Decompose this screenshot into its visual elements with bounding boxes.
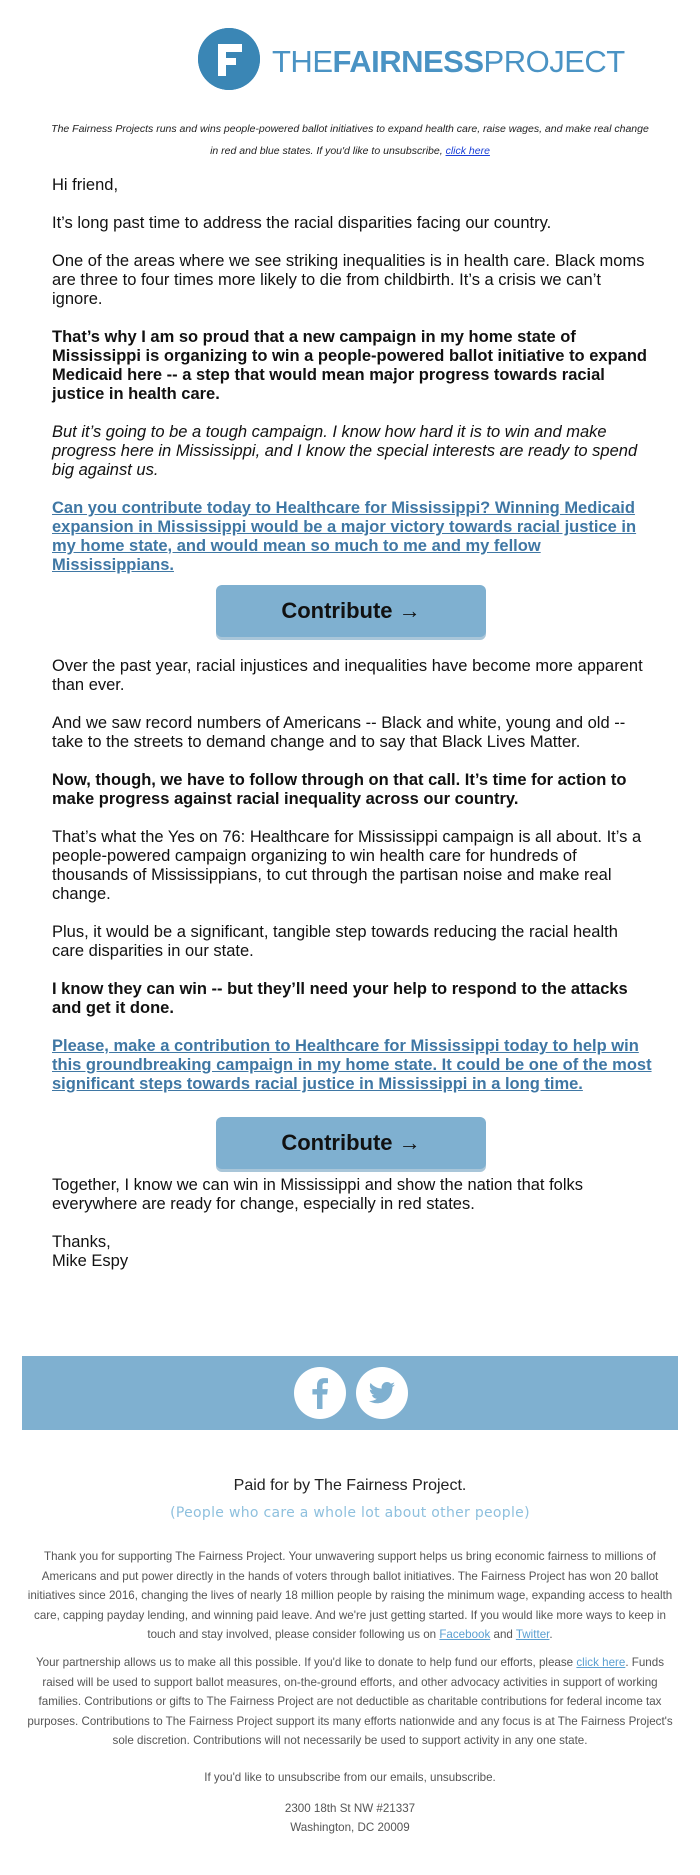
twitter-text-link[interactable]: Twitter <box>515 1628 550 1641</box>
thanks-paragraph <box>24 1547 676 1645</box>
paragraph-bold: Now, though, we have to follow through on that call. It’s time for action to make progress against racial inequality across our country. <box>52 771 627 808</box>
partner-text-1: Your partnership allows us to make all this possible. If you'd like to donate to help fund our efforts, please <box>35 1656 574 1669</box>
intro-body: The Fairness Projects runs and wins people-powered ballot initiatives to expand health care, raise wages, and make real change in red and blue states. If you'd like to unsubscribe, <box>51 123 649 157</box>
unsubscribe-link[interactable]: click here <box>445 145 490 157</box>
period-text: . <box>549 1628 553 1641</box>
header <box>0 24 700 94</box>
logo-the: THE <box>272 44 333 79</box>
tagline: (People who care a whole lot about other people) <box>170 1505 530 1521</box>
facebook-icon <box>294 1367 346 1419</box>
fairness-f-logo-icon <box>198 28 260 90</box>
paragraph-bold: That’s why I am so proud that a new campaign in my home state of Mississippi is organizing to win a people-powered ballot initiative to expand Medicaid here -- a step that would mean major progress towards racial justice in health care. <box>52 328 647 403</box>
logo-wordmark[interactable] <box>272 44 625 80</box>
paragraph: Over the past year, racial injustices and inequalities have become more apparent than ever. <box>52 657 643 694</box>
contribute-text-link-2[interactable]: Please, make a contribution to Healthcare for Mississippi today to help win this groundbreaking campaign in my home state. It could be one of the most significant steps towards racial justice in Mississippi in a long time. <box>52 1037 652 1093</box>
partnership-paragraph <box>24 1653 676 1751</box>
contribute-text-link[interactable]: Can you contribute today to Healthcare for Mississippi? Winning Medicaid expansion in Mississippi would be a major victory towards racial justice in my home state, and would mean so much to me and my fellow Mississippians. <box>52 499 637 574</box>
paragraph: One of the areas where we see striking inequalities is in health care. Black moms are three to four times more likely to die from childbirth. It’s a crisis we can’t ignore. <box>52 252 645 308</box>
logo-fairness: FAIRNESS <box>332 44 484 79</box>
paragraph: Together, I know we can win in Mississippi and show the nation that folks everywhere are ready for change, especially in red states. <box>52 1176 584 1213</box>
logo-mark[interactable] <box>198 28 260 90</box>
paragraph: That’s what the Yes on 76: Healthcare for Mississippi campaign is all about. It’s a people-powered campaign organizing to win health care for hundreds of thousands of Mississippians, to cut through the partisan noise and make real change. <box>52 828 642 903</box>
social-band <box>22 1356 678 1430</box>
paid-for-line: Paid for by The Fairness Project. <box>233 1477 467 1494</box>
paragraph: And we saw record numbers of Americans -- Black and white, young and old -- take to the streets to demand change and to say that Black Lives Matter. <box>52 714 626 751</box>
facebook-link[interactable] <box>294 1367 346 1419</box>
paragraph-bold: I know they can win -- but they’ll need your help to respond to the attacks and get it done. <box>52 980 628 1017</box>
intro-text <box>48 118 652 162</box>
unsubscribe-line[interactable]: If you'd like to unsubscribe from our emails, unsubscribe. <box>204 1771 496 1784</box>
contribute-button[interactable]: Contribute → <box>216 585 486 637</box>
greeting: Hi friend, <box>52 176 119 194</box>
paragraph: It’s long past time to address the racial disparities facing our country. <box>52 214 552 232</box>
twitter-icon <box>356 1367 408 1419</box>
thanks-text: Thank you for supporting The Fairness Project. Your unwavering support helps us bring economic fairness to millions of Americans and put power directly in the hands of voters through ballot initiatives. The Fairness Project has won 20 ballot initiatives since 2016, changing the lives of nearly 18 million people by raising the minimum wage, expanding access to health care, capping payday lending, and winning paid leave. And we're just getting started. If you would like more ways to keep in touch and stay involved, please consider following us on <box>27 1550 673 1641</box>
logo-project: PROJECT <box>483 44 625 79</box>
paragraph: Plus, it would be a significant, tangible step towards reducing the racial health care disparities in our state. <box>52 923 618 960</box>
and-text: and <box>493 1628 513 1641</box>
facebook-text-link[interactable]: Facebook <box>439 1628 491 1641</box>
signoff: Thanks, <box>52 1233 111 1251</box>
signature: Mike Espy <box>52 1252 129 1270</box>
contribute-button-2[interactable]: Contribute → <box>216 1117 486 1169</box>
twitter-link[interactable] <box>356 1367 408 1419</box>
donate-link[interactable]: click here <box>576 1656 626 1669</box>
partner-text-2: . Funds raised will be used to support ballot measures, on-the-ground efforts, and other advocacy activities in support of working families. Contributions or gifts to The Fairness Project are not deductible as charitable contributions for federal income tax purposes. Contributions to The Fairness Project support its many efforts nationwide and any focus is at The Fairness Project's sole discretion. Contributions will not necessarily be used to support activity in any one state. <box>27 1656 673 1747</box>
address-line-2: Washington, DC 20009 <box>290 1821 410 1834</box>
paragraph-italic: But it’s going to be a tough campaign. I know how hard it is to win and make progress here in Mississippi, and I know the special interests are ready to spend big against us. <box>52 423 638 479</box>
address-line-1: 2300 18th St NW #21337 <box>284 1802 416 1815</box>
